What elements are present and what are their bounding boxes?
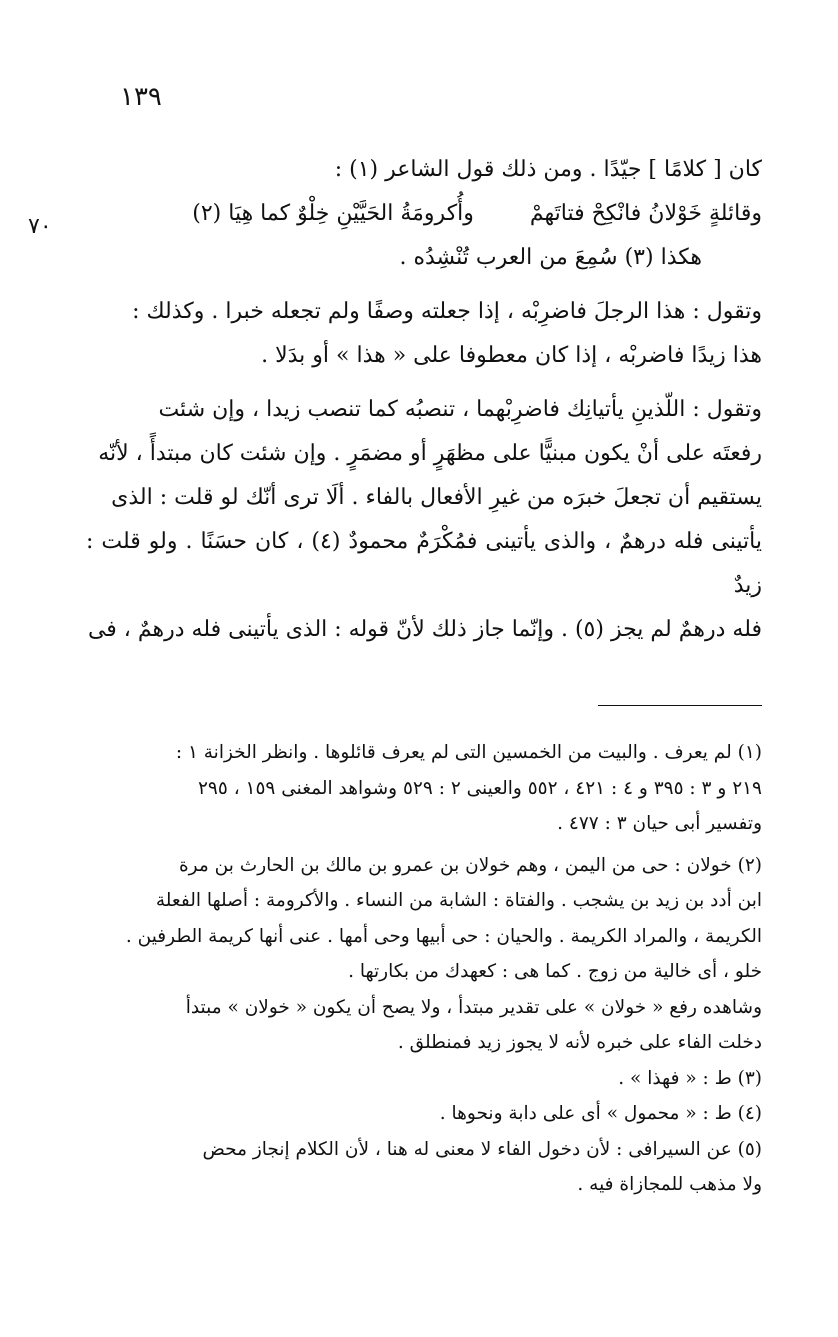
footnote-line: ولا مذهب للمجازاة فيه .	[577, 1174, 762, 1195]
footnote-line: (٥) عن السيرافى : لأن دخول الفاء لا معنى له هنا ، لأن الكلام إنجاز محض	[202, 1138, 762, 1160]
margin-line-number: ٧٠	[28, 214, 52, 239]
body-line: فله درهمٌ لم يجز (٥) . وإنّما جاز ذلك لأنّ قوله : الذى يأتينى فله درهمٌ ، فى	[87, 617, 762, 642]
body-line: رفعتَه على أنْ يكون مبنيًّا على مظهَرٍ أو مضمَرٍ . وإن شئت كان مبتدأً ، لأنّه	[98, 441, 762, 466]
footnote-line: وشاهده رفع « خولان » على تقدير مبتدأ ، ولا يصح أن يكون « خولان » مبتدأ	[185, 996, 762, 1018]
footnote-line: دخلت الفاء على خبره لأنه لا يجوز زيد فمنطلق .	[397, 1032, 762, 1053]
page-number: ١٣٩	[120, 82, 162, 112]
footnote-line: (٣) ط : « فهذا » .	[618, 1067, 762, 1089]
body-line: يستقيم أن تجعلَ خبرَه من غيرِ الأفعال بالفاء . ألَا ترى أنّك لو قلت : الذى	[111, 485, 762, 510]
body-line: كان [ كلامًا ] جيّدًا . ومن ذلك قول الشاعر (١) :	[334, 157, 762, 182]
verse-line: وقائلةٍ خَوْلانُ فانْكِحْ فتاتَهمْ وأُكرومَةُ الحَيَّيْنِ خِلْوٌ كما هِيَا (٢)	[192, 201, 762, 226]
footnote-line: وتفسير أبى حيان ٣ : ٤٧٧ .	[557, 813, 762, 834]
paragraph-gap	[86, 280, 762, 290]
footnote-line: ٢١٩ و ٣ : ٣٩٥ و ٤ : ٤٢١ ، ٥٥٢ والعينى ٢ : ٥٢٩ وشواهد المغنى ١٥٩ ، ٢٩٥	[198, 777, 762, 799]
body-line: وتقول : اللّذينِ يأتيانِك فاضرِبْهما ، تنصبُه كما تنصب زيدا ، وإن شئت	[158, 397, 762, 422]
footnote-line: خلو ، أى خالية من زوج . كما هى : كعهدك من بكارتها .	[348, 961, 762, 982]
footnote-line: الكريمة ، والمراد الكريمة . والحيان : حى أبيها وحى أمها . عنى أنها كريمة الطرفين .	[125, 925, 762, 947]
main-text	[86, 148, 762, 652]
paragraph-gap	[86, 378, 762, 388]
footnote-line: (١) لم يعرف . والبيت من الخمسين التى لم يعرف قائلوها . وانظر الخزانة ١ :	[175, 742, 762, 763]
footnotes	[86, 735, 762, 1203]
footnote-divider	[598, 705, 762, 706]
footnote-line: (٢) خولان : حى من اليمن ، وهم خولان بن عمرو بن مالك بن الحارث بن مرة	[178, 854, 762, 876]
body-line: هكذا (٣) سُمِعَ من العرب تُنْشِدُه .	[399, 245, 702, 270]
footnote-line: (٤) ط : « محمول » أى على دابة ونحوها .	[439, 1103, 762, 1124]
body-line: يأتينى فله درهمٌ ، والذى يأتينى فمُكْرَمٌ محمودٌ (٤) ، كان حسَنًا . ولو قلت : زيدٌ	[86, 529, 763, 598]
footnote-line: ابن أدد بن زيد بن يشجب . والفتاة : الشابة من النساء . والأكرومة : أصلها الفعلة	[155, 890, 762, 911]
body-line: وتقول : هذا الرجلَ فاضرِبْه ، إذا جعلته وصفًا ولم تجعله خبرا . وكذلك :	[132, 299, 762, 324]
body-line: هذا زيدًا فاضربْه ، إذا كان معطوفا على « هذا » أو بدَلا .	[261, 343, 762, 368]
